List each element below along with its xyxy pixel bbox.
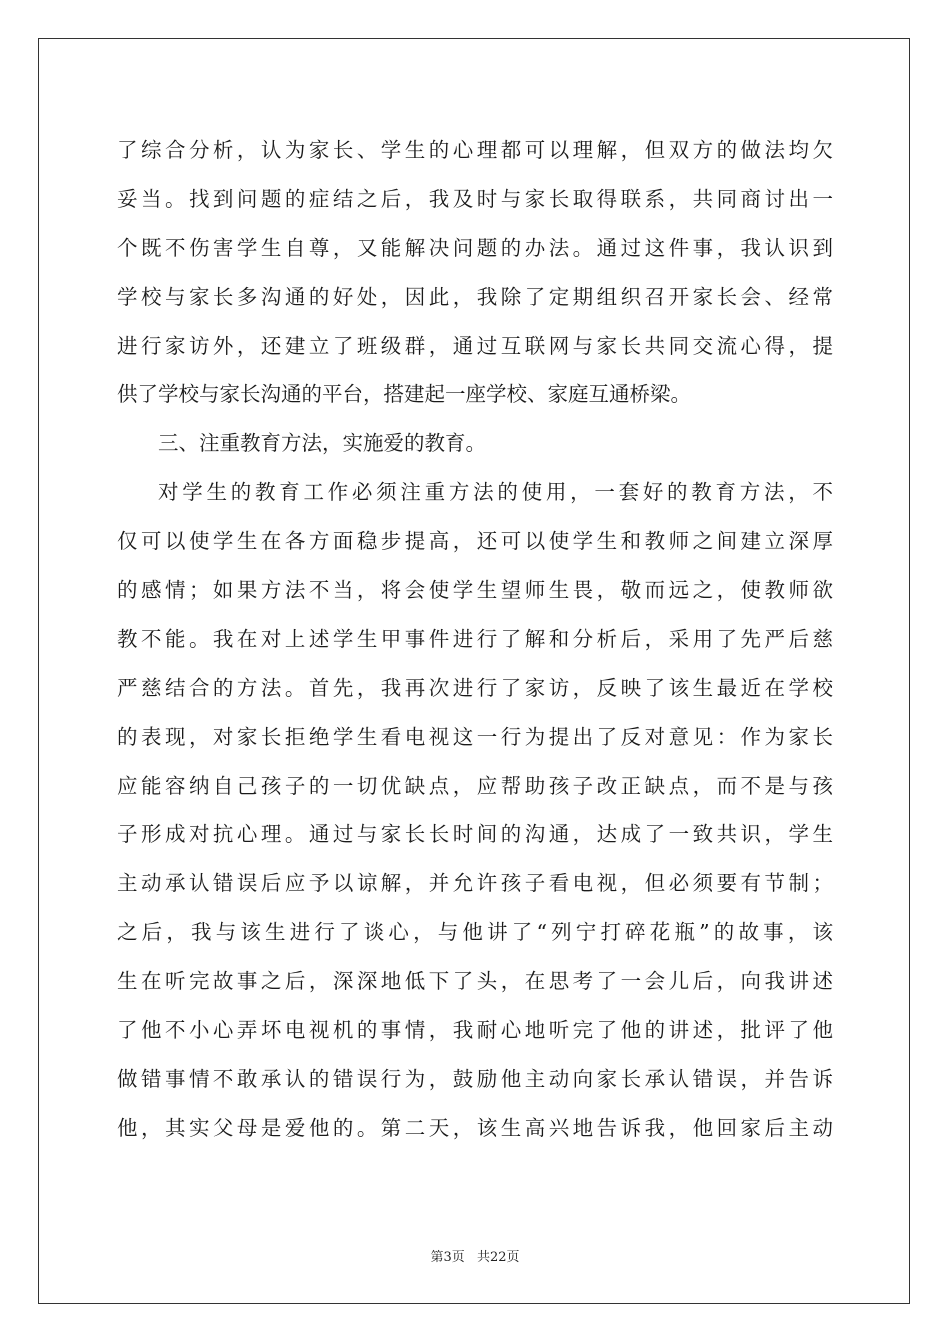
page-footer <box>0 1246 950 1265</box>
text-line: 他，其实父母是爱他的。第二天，该生高兴地告诉我，他回家后主动 <box>117 1115 833 1140</box>
page-total: 共22页 <box>476 1250 520 1265</box>
text-line: 妥当。找到问题的症结之后，我及时与家长取得联系，共同商讨出一 <box>117 186 833 211</box>
document-body <box>117 126 833 1153</box>
text-line: 了他不小心弄坏电视机的事情，我耐心地听完了他的讲述，批评了他 <box>117 1018 833 1043</box>
text-line: 子形成对抗心理。通过与家长长时间的沟通，达成了一致共识，学生 <box>117 822 833 847</box>
text-line: 应能容纳自己孩子的一切优缺点，应帮助孩子改正缺点，而不是与孩 <box>117 773 833 798</box>
text-line: 学校与家长多沟通的好处，因此，我除了定期组织召开家长会、经常 <box>117 284 833 309</box>
text-line: 个既不伤害学生自尊，又能解决问题的办法。通过这件事，我认识到 <box>117 235 833 260</box>
text-line: 教不能。我在对上述学生甲事件进行了解和分析后，采用了先严后慈 <box>117 626 833 651</box>
text-line: 的表现，对家长拒绝学生看电视这一行为提出了反对意见：作为家长 <box>117 724 833 749</box>
text-line: 严慈结合的方法。首先，我再次进行了家访，反映了该生最近在学校 <box>117 675 833 700</box>
text-line: 进行家访外，还建立了班级群，通过互联网与家长共同交流心得，提 <box>117 333 833 358</box>
text-line: 仅可以使学生在各方面稳步提高，还可以使学生和教师之间建立深厚 <box>117 529 833 554</box>
text-line: 的感情；如果方法不当，将会使学生望师生畏，敬而远之，使教师欲 <box>117 578 833 603</box>
text-line: 之后，我与该生进行了谈心，与他讲了“列宁打碎花瓶”的故事，该 <box>117 920 833 945</box>
page-number: 第3页 <box>430 1250 465 1265</box>
text-line: 供了学校与家长沟通的平台，搭建起一座学校、家庭互通桥梁。 <box>117 382 691 407</box>
text-line: 了综合分析，认为家长、学生的心理都可以理解，但双方的做法均欠 <box>117 138 833 162</box>
section-heading: 三、注重教育方法，实施爱的教育。 <box>158 431 486 456</box>
text-line: 做错事情不敢承认的错误行为，鼓励他主动向家长承认错误，并告诉 <box>117 1066 833 1091</box>
text-line: 主动承认错误后应予以谅解，并允许孩子看电视，但必须要有节制； <box>117 871 833 896</box>
text-line: 对学生的教育工作必须注重方法的使用，一套好的教育方法，不 <box>158 480 833 505</box>
text-line: 生在听完故事之后，深深地低下了头，在思考了一会儿后，向我讲述 <box>117 969 833 994</box>
